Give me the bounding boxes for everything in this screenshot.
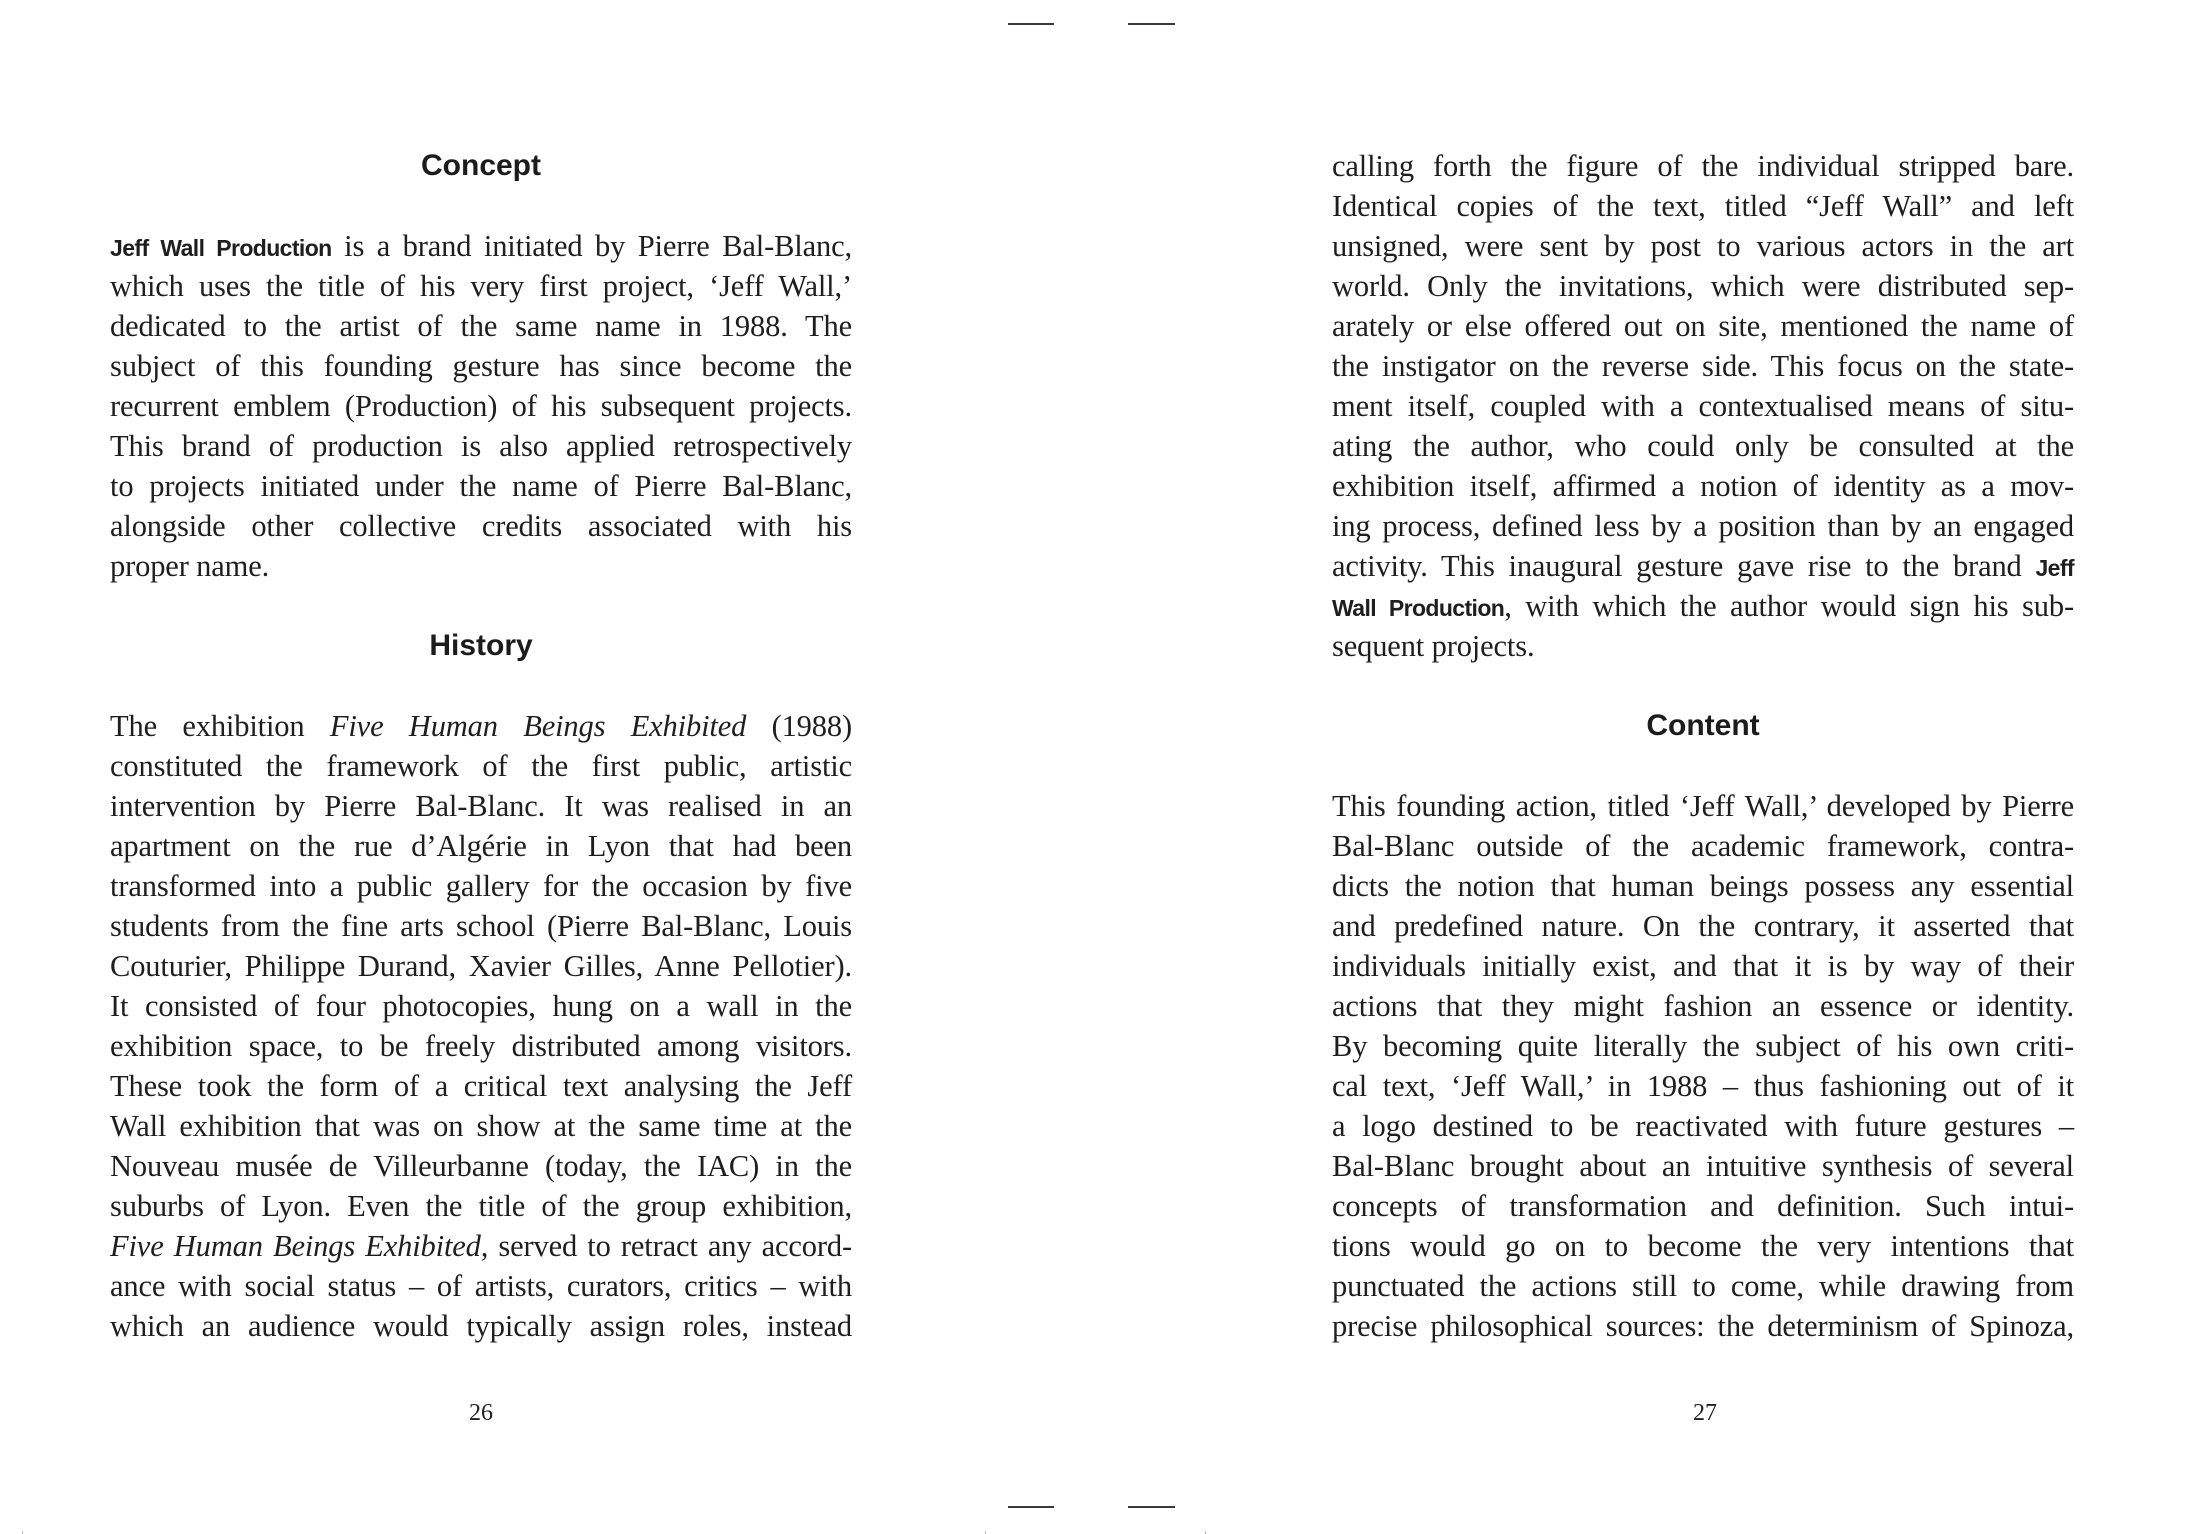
exhibition-title: Five Human Beings Exhibited <box>329 709 747 743</box>
text-line: constituted the framework of the first public, artistic <box>110 749 852 783</box>
text-line: sequent projects. <box>1332 629 1535 663</box>
page-number-right: 27 <box>1693 1400 1717 1426</box>
brand-name: Wall Production <box>1332 595 1505 621</box>
text-line: By becoming quite literally the subject of his own criti- <box>1332 1029 2074 1063</box>
text-line: arately or else offered out on site, mentioned the name of <box>1332 309 2074 343</box>
section-heading-concept: Concept <box>421 149 541 182</box>
exhibition-title: Five Human Beings Exhibited, <box>110 1229 489 1263</box>
text-line: precise philosophical sources: the determinism of Spinoza, <box>1332 1309 2074 1343</box>
page-number-left: 26 <box>469 1400 493 1426</box>
text-line: ance with social status – of artists, curators, critics – with <box>110 1269 852 1303</box>
text-line: exhibition itself, affirmed a notion of identity as a mov- <box>1332 469 2074 503</box>
text-line: a logo destined to be reactivated with future gestures – <box>1332 1109 2074 1143</box>
text-line: which uses the title of his very first project, ‘Jeff Wall,’ <box>110 269 852 303</box>
text-line: the instigator on the reverse side. This focus on the state- <box>1332 349 2074 383</box>
text-line: subject of this founding gesture has since become the <box>110 349 852 383</box>
text-line: dicts the notion that human beings possess any essential <box>1332 869 2074 903</box>
text-line: Wall exhibition that was on show at the same time at the <box>110 1109 852 1143</box>
right-page <box>1093 0 2186 1534</box>
text-line: exhibition space, to be freely distributed among visitors. <box>110 1029 852 1063</box>
text-line: world. Only the invitations, which were distributed sep- <box>1332 269 2074 303</box>
text-line: Identical copies of the text, titled “Jeff Wall” and left <box>1332 189 2074 223</box>
text-line: Bal-Blanc outside of the academic framework, contra- <box>1332 829 2074 863</box>
text-line: students from the fine arts school (Pierre Bal-Blanc, Louis <box>110 909 852 943</box>
section-heading-content: Content <box>1646 709 1760 742</box>
text-line: recurrent emblem (Production) of his subsequent projects. <box>110 389 852 423</box>
text-line: ing process, defined less by a position than by an engaged <box>1332 509 2074 543</box>
text-line: to projects initiated under the name of Pierre Bal-Blanc, <box>110 469 852 503</box>
text-line: proper name. <box>110 549 270 583</box>
text-line: punctuated the actions still to come, while drawing from <box>1332 1269 2074 1303</box>
text-line: This brand of production is also applied retrospectively <box>110 429 852 463</box>
text-line: It consisted of four photocopies, hung on a wall in the <box>110 989 852 1023</box>
text-line: intervention by Pierre Bal-Blanc. It was realised in an <box>110 789 852 823</box>
text-line: Couturier, Philippe Durand, Xavier Gilles, Anne Pellotier). <box>110 949 852 983</box>
text-line: Bal-Blanc brought about an intuitive synthesis of several <box>1332 1149 2074 1183</box>
text-line: These took the form of a critical text analysing the Jeff <box>110 1069 852 1103</box>
text-line: cal text, ‘Jeff Wall,’ in 1988 – thus fashioning out of it <box>1332 1069 2074 1103</box>
text-line: Jeff Wall Production is a brand initiated by Pierre Bal-Blanc, <box>110 229 852 263</box>
brand-name: Jeff <box>2035 555 2074 581</box>
text-line: tions would go on to become the very intentions that <box>1332 1229 2074 1263</box>
text-line: Wall Production, with which the author would sign his sub- <box>1332 589 2074 623</box>
section-heading-history: History <box>429 629 533 662</box>
text-line: individuals initially exist, and that it is by way of their <box>1332 949 2074 983</box>
text-line: which an audience would typically assign roles, instead <box>110 1309 852 1343</box>
text-line: This founding action, titled ‘Jeff Wall,’ developed by Pierre <box>1332 789 2074 823</box>
text-line: Nouveau musée de Villeurbanne (today, the IAC) in the <box>110 1149 852 1183</box>
text-line: concepts of transformation and definition. Such intui- <box>1332 1189 2074 1223</box>
text-line: calling forth the figure of the individual stripped bare. <box>1332 149 2074 183</box>
text-line: Five Human Beings Exhibited, served to retract any accord- <box>110 1229 852 1263</box>
text-line: ating the author, who could only be consulted at the <box>1332 429 2074 463</box>
text-line: alongside other collective credits associated with his <box>110 509 852 543</box>
text-line: ment itself, coupled with a contextualised means of situ- <box>1332 389 2074 423</box>
text-line: The exhibition Five Human Beings Exhibited (1988) <box>110 709 852 743</box>
text-line: activity. This inaugural gesture gave rise to the brand Jeff <box>1332 549 2074 583</box>
text-line: suburbs of Lyon. Even the title of the group exhibition, <box>110 1189 852 1223</box>
text-line: actions that they might fashion an essence or identity. <box>1332 989 2074 1023</box>
text-line: and predefined nature. On the contrary, it asserted that <box>1332 909 2074 943</box>
text-line: apartment on the rue d’Algérie in Lyon that had been <box>110 829 852 863</box>
text-line: dedicated to the artist of the same name in 1988. The <box>110 309 852 343</box>
text-line: unsigned, were sent by post to various actors in the art <box>1332 229 2074 263</box>
text-line: transformed into a public gallery for the occasion by five <box>110 869 852 903</box>
brand-name: Jeff Wall Production <box>110 235 332 261</box>
